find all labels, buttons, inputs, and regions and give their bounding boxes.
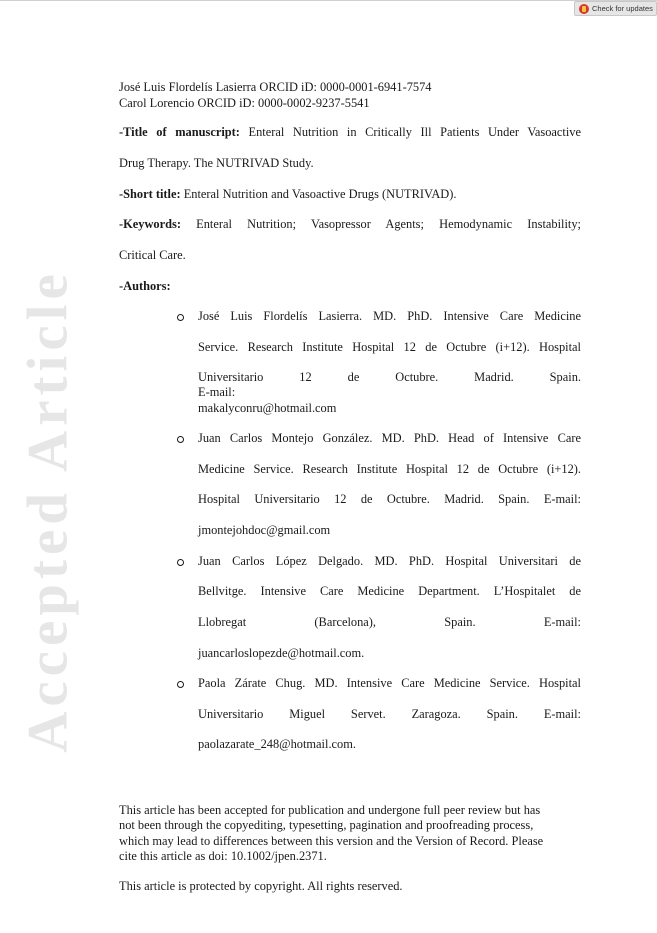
manuscript-title-text-1: Enteral Nutrition in Critically Ill Patients Under Vasoactive	[248, 125, 581, 139]
footer-notice-line-1: This article has been accepted for publication and undergone full peer review but has	[119, 803, 541, 817]
orcid-line-1: José Luis Flordelís Lasierra ORCID iD: 0000-0001-6941-7574	[119, 80, 432, 94]
author-2-bullet	[177, 436, 184, 443]
top-rule	[0, 0, 657, 1]
manuscript-title-label: -Title of manuscript:	[119, 125, 240, 139]
author-2-email: jmontejohdoc@gmail.com	[198, 523, 331, 537]
keywords-label: -Keywords:	[119, 217, 181, 231]
author-1-line-2: Service. Research Institute Hospital 12 de Octubre (i+12). Hospital	[198, 340, 581, 354]
short-title-text: Enteral Nutrition and Vasoactive Drugs (NUTRIVAD).	[183, 187, 457, 201]
author-2-line-3: Hospital Universitario 12 de Octubre. Madrid. Spain. E-mail:	[198, 492, 581, 506]
crossmark-icon	[579, 4, 589, 14]
author-2-line-2: Medicine Service. Research Institute Hospital 12 de Octubre (i+12).	[198, 462, 581, 476]
accepted-article-watermark: Accepted Article	[16, 269, 80, 753]
keywords-line-2: Critical Care.	[119, 248, 186, 262]
author-3-line-3: Llobregat (Barcelona), Spain. E-mail:	[198, 615, 581, 629]
footer-notice-line-3: which may lead to differences between this version and the Version of Record. Please	[119, 834, 544, 848]
author-4-line-2: Universitario Miguel Servet. Zaragoza. Spain. E-mail:	[198, 707, 581, 721]
check-for-updates-label: Check for updates	[592, 4, 653, 13]
author-3-email: juancarloslopezde@hotmail.com.	[198, 646, 365, 660]
short-title-line	[119, 187, 456, 202]
author-4-email: paolazarate_248@hotmail.com.	[198, 737, 356, 751]
author-1-bullet	[177, 314, 184, 321]
manuscript-title-line-2: Drug Therapy. The NUTRIVAD Study.	[119, 156, 314, 170]
footer-notice-line-2: not been through the copyediting, typesetting, pagination and proofreading process,	[119, 818, 534, 832]
keywords-line-1	[119, 217, 581, 232]
manuscript-title-line-1	[119, 125, 581, 140]
authors-label: -Authors:	[119, 279, 171, 293]
check-for-updates-button[interactable]	[574, 1, 657, 16]
copyright-notice: This article is protected by copyright. All rights reserved.	[119, 879, 403, 893]
author-4-line-1: Paola Zárate Chug. MD. Intensive Care Medicine Service. Hospital	[198, 676, 581, 690]
author-1-line-3: Universitario 12 de Octubre. Madrid. Spain. E-mail:	[198, 370, 581, 399]
keywords-text-1: Enteral Nutrition; Vasopressor Agents; Hemodynamic Instability;	[196, 217, 581, 231]
footer-notice-line-4: cite this article as doi: 10.1002/jpen.2371.	[119, 849, 327, 863]
author-3-bullet	[177, 559, 184, 566]
author-1-line-1: José Luis Flordelís Lasierra. MD. PhD. Intensive Care Medicine	[198, 309, 581, 323]
orcid-line-2: Carol Lorencio ORCID iD: 0000-0002-9237-5541	[119, 96, 370, 110]
author-3-line-1: Juan Carlos López Delgado. MD. PhD. Hospital Universitari de	[198, 554, 581, 568]
author-2-line-1: Juan Carlos Montejo González. MD. PhD. Head of Intensive Care	[198, 431, 581, 445]
short-title-label: -Short title:	[119, 187, 181, 201]
authors-heading	[119, 279, 171, 294]
author-1-email: makalyconru@hotmail.com	[198, 401, 337, 415]
author-3-line-2: Bellvitge. Intensive Care Medicine Department. L’Hospitalet de	[198, 584, 581, 598]
author-4-bullet	[177, 681, 184, 688]
